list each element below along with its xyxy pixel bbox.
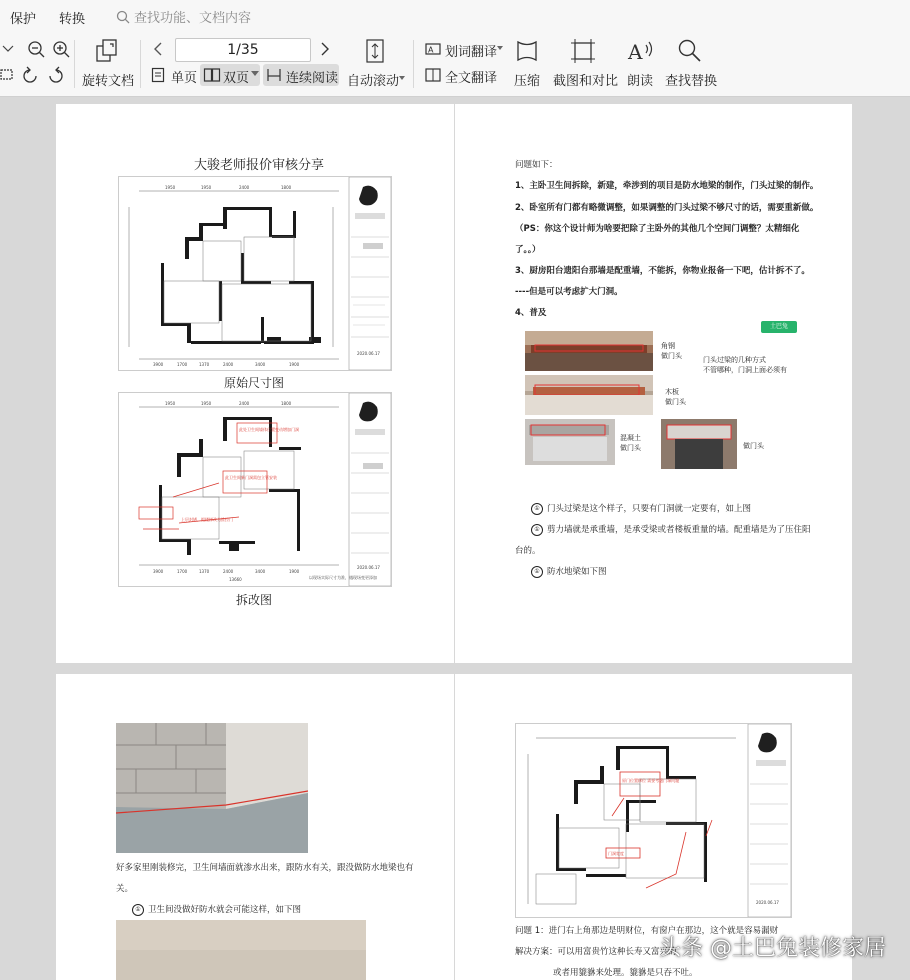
menu-convert[interactable]: 转换: [59, 12, 86, 27]
leak-wall-photo: [116, 920, 366, 980]
label-concrete-lintel: 混凝土 做门头: [620, 434, 641, 452]
full-translate-icon: [425, 67, 441, 83]
compress-label: 压缩: [514, 74, 541, 89]
question-2: 2、卧室所有门都有略微调整，如果调整的门头过梁不够尺寸的话，需要重新做。: [515, 203, 819, 213]
plan1-dim-bottom-4: 2400: [223, 362, 234, 367]
circle-number: ①: [531, 566, 543, 578]
toolbar-separator: [74, 40, 75, 88]
double-page-icon: [203, 67, 221, 83]
tubatu-badge: 土巴兔: [761, 321, 797, 333]
plan2-note-3: 上层封堵，把楼梯改为推拉门: [181, 517, 233, 522]
rotate-document-label: 旋转文档: [82, 74, 135, 89]
bullet-lintel-text: 门头过梁是这个样子，只要有门洞就一定要有，如上图: [547, 504, 752, 514]
plan2-dim-bottom-3: 1370: [199, 569, 210, 574]
read-aloud-icon: [626, 38, 654, 64]
plan1-dim-bottom-2: 1700: [177, 362, 188, 367]
question-2-note: （PS：你这个设计师为啥要把除了主卧外的其他几个空间门调整？太精细化: [515, 224, 800, 234]
search-box[interactable]: [116, 7, 251, 26]
wood-lintel-photo: [525, 375, 653, 415]
single-page-icon: [151, 67, 165, 83]
dropdown-arrow-icon[interactable]: [0, 42, 16, 56]
single-page-label: 单页: [171, 71, 198, 86]
document-viewer[interactable]: [0, 97, 910, 980]
page-number-input[interactable]: 1/35: [175, 38, 311, 62]
plan2-dim-top-4: 1800: [281, 401, 292, 406]
question-2-note-end: 了。。）: [515, 245, 541, 255]
bathroom-leak-text: 好多家里刚装修完，卫生间墙面就渗水出来，跟防水有关，跟没做防水地梁也有: [116, 863, 414, 873]
solution-text-end: 或者用貔貅来处理。貔貅是只吞不吐。: [553, 968, 698, 978]
document-page-1: [56, 104, 454, 663]
toolbar-separator: [140, 40, 141, 88]
door-lintel-photo: [661, 419, 737, 469]
top-menu-bar: [0, 0, 910, 32]
questions-heading: 问题如下：: [515, 160, 558, 170]
plan2-footnote: 以现场实际尺寸为准，遇现场变更添加: [309, 575, 377, 580]
lintel-photo-collage: [525, 321, 797, 471]
plan2-dim-bottom-6: 1900: [289, 569, 300, 574]
bullet-waterproof: [531, 565, 607, 578]
plan2-note-2: 此卫生间新门洞需包立管安装: [225, 475, 277, 480]
svg-text:A: A: [428, 45, 434, 55]
chevron-down-icon: [251, 71, 259, 77]
question-3: 3、厨房阳台遗阳台那墙是配重墙，不能拆，你物业报备一下吧，估计拆不了。: [515, 266, 810, 276]
watermark: 头条 @土巴兔装修家居: [659, 936, 886, 961]
plan2-dim-top-2: 1950: [201, 401, 212, 406]
plan4-date: 2020.06.17: [756, 900, 779, 905]
plan1-dim-bottom-5: 3400: [255, 362, 266, 367]
floor-plan-renovation: [118, 392, 392, 587]
auto-scroll-icon: [364, 38, 386, 64]
question-4: 4、普及: [515, 308, 547, 318]
plan2-dim-bottom-5: 3400: [255, 569, 266, 574]
plan2-dim-bottom-1: 3900: [153, 569, 164, 574]
bathroom-leak-text-end: 关。: [116, 884, 134, 894]
plan1-date: 2020.06.17: [357, 351, 380, 356]
solution-text: 解决方案：可以用富贵竹这种长寿又富兴的: [515, 947, 677, 957]
document-page-2: [455, 104, 852, 663]
steel-lintel-photo: [525, 331, 653, 371]
word-translate-label: 划词翻译: [445, 45, 498, 60]
plan2-note-1: 此处卫生间墙体位置变动增加门洞: [239, 427, 299, 432]
bullet-shear-wall: [531, 523, 811, 536]
plan1-dim-bottom-1: 3900: [153, 362, 164, 367]
plan2-date: 2020.06.17: [357, 565, 380, 570]
plan1-dim-bottom-6: 1900: [289, 362, 300, 367]
bullet-shear-wall-text: 剪力墙就是承重墙，是承受梁或者楼板重量的墙。配重墙是为了压住阳: [547, 525, 811, 535]
page-title: 大骏老师报价审核分享: [194, 158, 325, 173]
continuous-read-label: 连续阅读: [286, 71, 339, 86]
bullet-bathroom-waterproof-text: 卫生间没做好防水就会可能这样，如下图: [148, 905, 302, 915]
auto-scroll-label: 自动滚动: [347, 74, 400, 89]
plan4-note-2: 门洞宽度: [608, 851, 624, 856]
screenshot-icon: [570, 38, 596, 64]
reader-toolbar: [0, 32, 910, 97]
document-page-3: [56, 674, 454, 980]
label-lintel-methods: 门头过梁的几种方式 不管哪种，门洞上面必须有: [703, 356, 787, 374]
search-placeholder: 查找功能、文档内容: [134, 11, 252, 26]
svg-text:A: A: [628, 40, 643, 64]
plan1-dim-top-1: 1950: [165, 185, 176, 190]
caption-renovation: 拆改图: [236, 593, 273, 607]
bullet-lintel: [531, 502, 751, 515]
floor-plan-drawing: [119, 177, 391, 370]
next-page-icon[interactable]: [319, 40, 331, 58]
rotate-left-icon[interactable]: [22, 66, 40, 84]
label-wood-lintel: 木板 做门头: [665, 388, 686, 406]
circle-number: ①: [531, 524, 543, 536]
label-steel-lintel: 角钢 做门头: [661, 342, 682, 360]
double-page-label: 双页: [223, 71, 250, 86]
read-aloud-label: 朗读: [627, 74, 654, 89]
word-translate-icon: [425, 41, 441, 57]
question-1: 1、主卧卫生间拆除，新建，牵涉到的项目是防水地梁的制作，门头过梁的制作。: [515, 181, 819, 191]
floor-plan-fengshui: [515, 723, 792, 918]
zoom-out-icon[interactable]: [27, 40, 45, 58]
circle-number: ①: [132, 904, 144, 916]
problem-1-text: 问题 1：进门右上角那边是明财位，有窗户在那边，这个就是容易漏财: [515, 926, 779, 936]
plan4-note-1: 原门位置移位 需要考虑门垛问题: [622, 778, 680, 783]
floor-plan-drawing: [516, 724, 791, 917]
floor-plan-drawing: [119, 393, 391, 586]
label-door-lintel: 做门头: [743, 442, 764, 450]
floor-plan-original: [118, 176, 392, 371]
plan1-dim-top-2: 1950: [201, 185, 212, 190]
plan2-dim-top-1: 1950: [165, 401, 176, 406]
search-icon: [116, 10, 130, 24]
select-tool-icon[interactable]: [0, 68, 14, 84]
plan1-dim-top-4: 1800: [281, 185, 292, 190]
bullet-shear-wall-end: 台的。: [515, 546, 541, 556]
chevron-down-icon: [399, 76, 405, 81]
caption-original-dimensions: 原始尺寸图: [224, 376, 285, 390]
compress-icon: [514, 38, 540, 64]
plan2-dim-bottom-2: 1700: [177, 569, 188, 574]
plan2-dim-top-3: 2400: [239, 401, 250, 406]
continuous-read-icon: [266, 67, 282, 83]
toolbar-separator: [413, 40, 414, 88]
plan2-dim-bottom-4: 2400: [223, 569, 234, 574]
question-3-note: ----但是可以考虑扩大门洞。: [515, 287, 623, 297]
concrete-lintel-photo: [525, 419, 615, 465]
bullet-bathroom-waterproof: [132, 903, 301, 916]
zoom-in-icon[interactable]: [52, 40, 70, 58]
bullet-waterproof-text: 防水地梁如下图: [547, 567, 607, 577]
prev-page-icon[interactable]: [152, 40, 164, 58]
screenshot-compare-label: 截图和对比: [553, 74, 619, 89]
rotate-right-icon[interactable]: [46, 66, 64, 84]
plan1-dim-bottom-3: 1370: [199, 362, 210, 367]
menu-protect[interactable]: 保护: [10, 12, 37, 27]
find-replace-icon: [677, 38, 703, 64]
circle-number: ①: [531, 503, 543, 515]
find-replace-label: 查找替换: [665, 74, 718, 89]
waterproof-corner-photo: [116, 723, 308, 853]
chevron-down-icon: [497, 46, 503, 51]
plan2-total: 13660: [229, 577, 242, 582]
rotate-document-icon: [94, 38, 120, 64]
full-translate-label: 全文翻译: [445, 71, 498, 86]
plan1-dim-top-3: 2400: [239, 185, 250, 190]
